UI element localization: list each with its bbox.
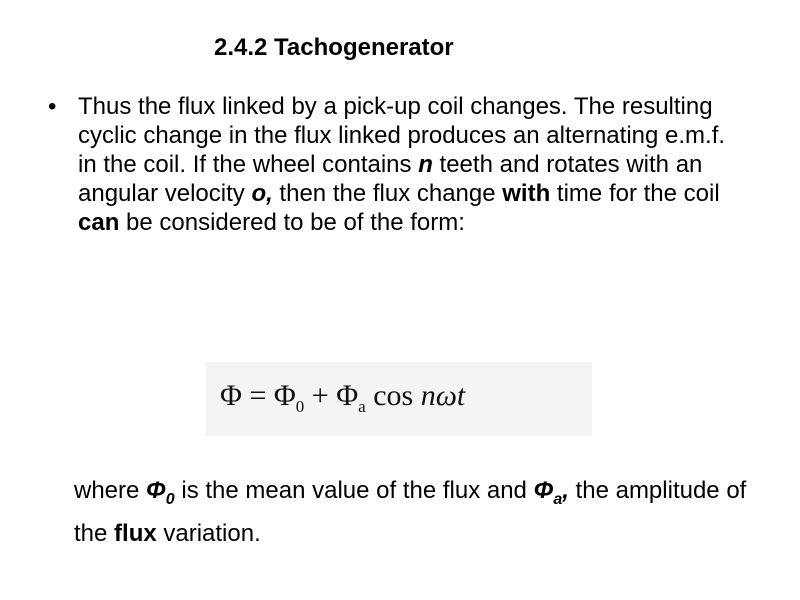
emphasis-with: with <box>502 180 551 207</box>
emphasis-can: can <box>78 209 120 236</box>
note-text-part: is the mean value of the flux and <box>174 477 534 504</box>
bullet-text-part: be considered to be of the form: <box>119 209 465 236</box>
variable-n: n <box>418 151 433 178</box>
bullet-text-part: Thus the flux linked by a pick-up coil changes. The resulting cyclic change in the flux linked produces an alternating e.m.f. in the coil. If the wheel contains <box>78 93 726 178</box>
flux-equation <box>220 379 465 417</box>
bullet-text-part: then the flux change <box>272 180 503 207</box>
variable-omega: o, <box>251 180 273 207</box>
symbol-phi-0 <box>146 477 175 508</box>
formula-n-omega-t: nωt <box>420 379 466 412</box>
symbol-sub: 0 <box>165 490 175 508</box>
bullet-text-part: time for the coil <box>550 180 720 207</box>
formula-phi-a: Φ <box>336 379 359 412</box>
bullet-paragraph <box>48 92 738 237</box>
emphasis-flux: flux <box>114 519 157 547</box>
formula-plus: + <box>304 379 337 412</box>
formula-equals: = <box>241 379 274 412</box>
formula-image <box>206 362 592 436</box>
bullet-text <box>78 92 738 237</box>
symbol-phi: Φ <box>533 477 554 504</box>
symbol-phi: Φ <box>146 477 166 504</box>
formula-phi: Φ <box>220 379 242 412</box>
note-text-part: variation. <box>156 519 261 547</box>
bullet-text-part: teeth and rotates with an angular velocity <box>78 151 703 207</box>
formula-sub-a: a <box>358 397 366 416</box>
slide-title: 2.4.2 Tachogenerator <box>214 34 454 61</box>
bullet-marker: • <box>48 93 57 120</box>
symbol-sub: a <box>553 490 563 508</box>
formula-explanation <box>74 474 764 551</box>
symbol-comma: , <box>562 477 569 504</box>
symbol-phi-a <box>533 477 569 508</box>
note-text-part: where <box>74 477 147 504</box>
formula-phi-0: Φ <box>273 379 296 412</box>
formula-cos: cos <box>365 379 421 412</box>
note-text-part: the amplitude of the <box>74 477 747 547</box>
formula-sub-0: 0 <box>295 397 305 416</box>
